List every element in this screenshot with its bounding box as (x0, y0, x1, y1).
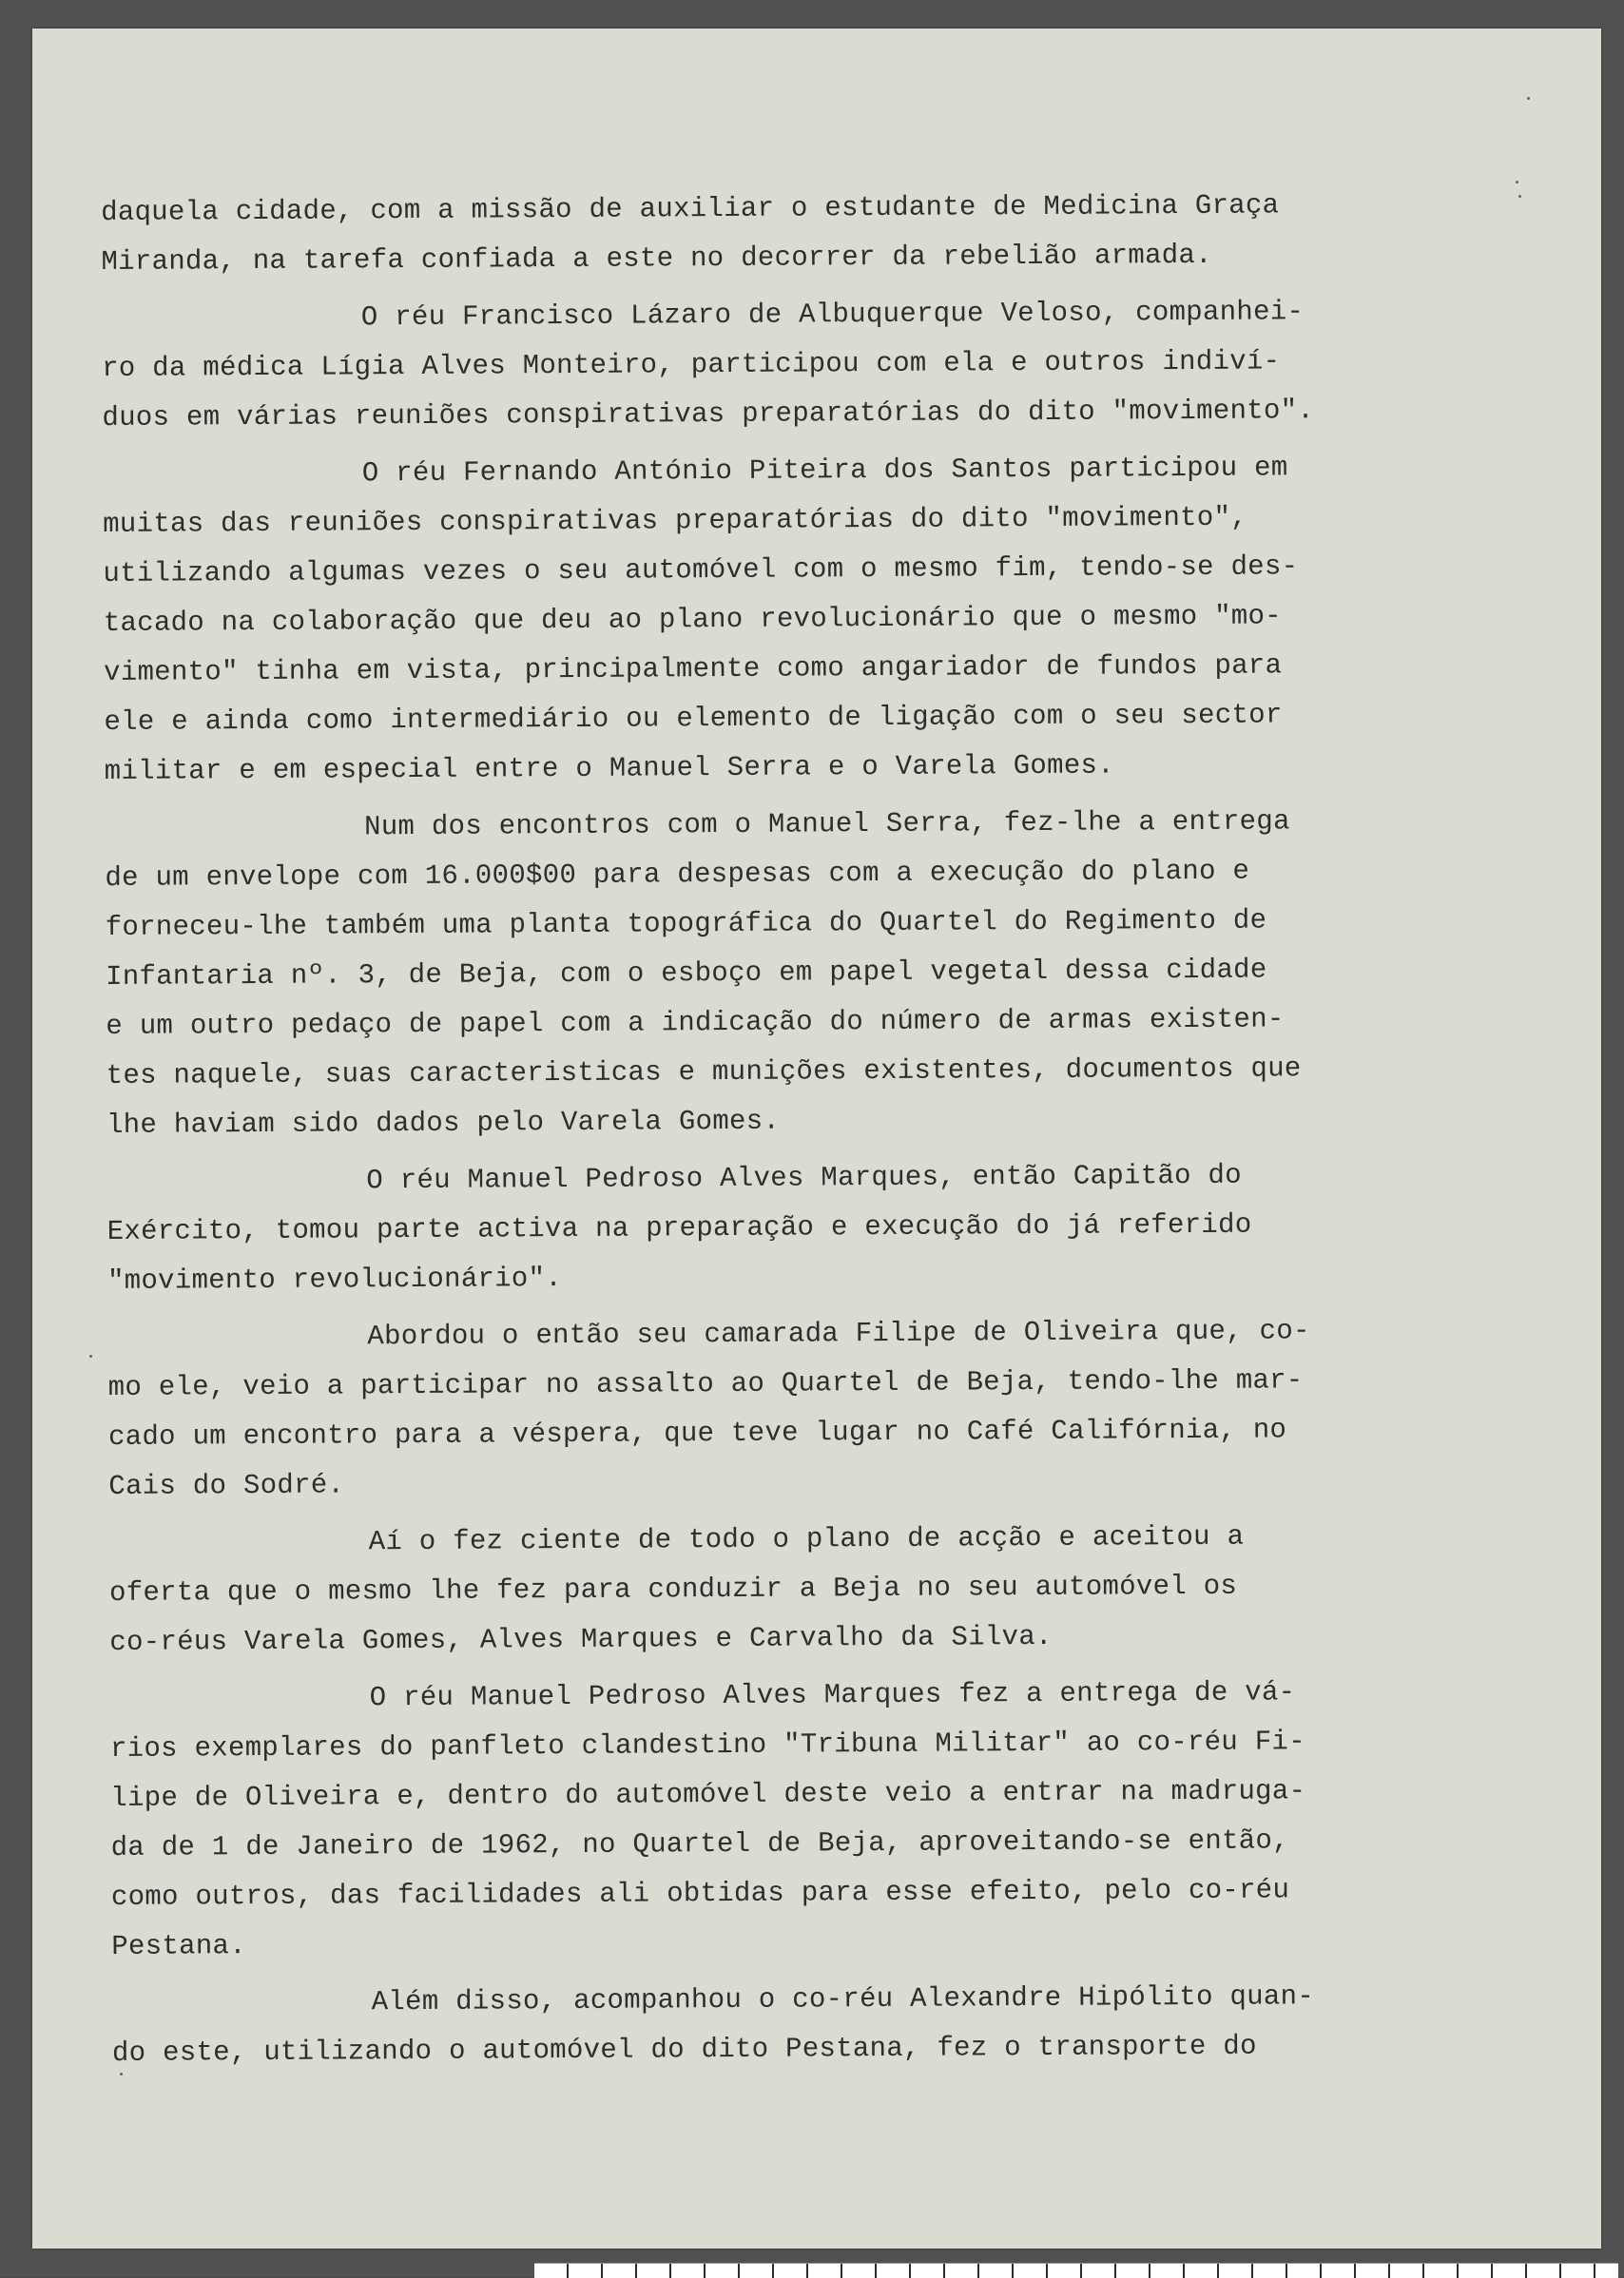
paper-speck (89, 1355, 92, 1358)
typewritten-text (101, 181, 1405, 2086)
text-line: Pestana. (111, 1930, 247, 1962)
paper-speck (1518, 195, 1521, 198)
text-line: oferta que o mesmo lhe fez para conduzir a Beja no seu automóvel os (108, 1570, 1238, 1609)
text-line: vimento" tinha em vista, principalmente como angariador de fundos para (104, 649, 1283, 688)
text-line: forneceu-lhe também uma planta topográfica do Quartel do Regimento de (105, 904, 1267, 943)
paper-speck (1527, 97, 1530, 100)
paragraph (112, 1972, 1406, 2078)
text-line: O réu Francisco Lázaro de Albuquerque Veloso, companhei- (360, 296, 1305, 334)
text-line: utilizando algumas vezes o seu automóvel com o mesmo fim, tendo-se des- (103, 550, 1299, 589)
text-line: militar e em especial entre o Manuel Serra e o Varela Gomes. (104, 749, 1115, 787)
paragraph (101, 181, 1395, 287)
text-line: O réu Fernando António Piteira dos Santos participou em (361, 452, 1288, 490)
text-line: lhe haviam sido dados pelo Varela Gomes. (106, 1105, 781, 1141)
text-line: rios exemplares do panfleto clandestino "Tribuna Militar" ao co-réu Fi- (109, 1726, 1306, 1765)
text-line: do este, utilizando o automóvel do dito Pestana, fez o transporte do (111, 2030, 1257, 2069)
text-line: como outros, das facilidades ali obtidas para esse efeito, pelo co-réu (110, 1874, 1290, 1913)
text-line: lipe de Oliveira e, dentro do automóvel deste veio a entrar na madruga- (110, 1775, 1306, 1814)
text-line: Miranda, na tarefa confiada a este no decorrer da rebelião armada. (101, 239, 1212, 278)
text-line: duos em várias reuniões conspirativas preparatórias do dito "movimento". (102, 395, 1315, 434)
text-line: Cais do Sodré. (108, 1469, 345, 1502)
text-line: de um envelope com 16.000$00 para despesas com a execução do plano e (105, 855, 1250, 894)
text-line: ro da médica Lígia Alves Monteiro, participou com ela e outros indiví- (102, 345, 1281, 384)
paragraph (105, 797, 1400, 1150)
text-line: ele e ainda como intermediário ou elemento de ligação com o seu sector (104, 699, 1283, 738)
paper-speck (1516, 181, 1518, 183)
text-line: O réu Manuel Pedroso Alves Marques fez a entrega de vá- (369, 1676, 1296, 1714)
paragraph (106, 1150, 1401, 1306)
text-line: "movimento revolucionário". (106, 1263, 563, 1297)
text-line: muitas das reuniões conspirativas preparatórias do dito "movimento", (103, 501, 1248, 540)
text-line: Aí o fez ciente de todo o plano de acção e aceitou a (368, 1520, 1245, 1558)
scale-ruler (534, 2263, 1618, 2278)
paragraph (103, 443, 1398, 797)
text-line: e um outro pedaço de papel com a indicação do número de armas existen- (106, 1003, 1285, 1042)
paragraph (107, 1306, 1402, 1512)
text-line: Infantaria nº. 3, de Beja, com o esboço em papel vegetal dessa cidade (105, 954, 1267, 993)
text-line: co-réus Varela Gomes, Alves Marques e Carvalho da Silva. (109, 1620, 1053, 1658)
document-page (32, 29, 1601, 2249)
text-line: Além disso, acompanhou o co-réu Alexandre Hipólito quan- (371, 1980, 1315, 2018)
paragraph (110, 1668, 1405, 1972)
text-line: Exército, tomou parte activa na preparação e execução do já referido (106, 1208, 1252, 1247)
text-line: O réu Manuel Pedroso Alves Marques, então Capitão do (366, 1159, 1243, 1197)
text-line: cado um encontro para a véspera, que teve lugar no Café Califórnia, no (107, 1414, 1287, 1453)
text-line: Num dos encontros com o Manuel Serra, fez-lhe a entrega (364, 805, 1290, 843)
text-line: tes naquele, suas caracteristicas e munições existentes, documentos que (106, 1052, 1302, 1091)
paragraph (102, 287, 1396, 443)
text-line: da de 1 de Janeiro de 1962, no Quartel de Beja, aproveitando-se então, (110, 1824, 1289, 1863)
text-line: daquela cidade, com a missão de auxiliar o estudante de Medicina Graça (101, 189, 1280, 228)
text-line: Abordou o então seu camarada Filipe de Oliveira que, co- (367, 1315, 1310, 1353)
text-line: tacado na colaboração que deu ao plano revolucionário que o mesmo "mo- (103, 600, 1283, 639)
text-line: mo ele, veio a participar no assalto ao Quartel de Beja, tendo-lhe mar- (107, 1364, 1304, 1403)
paragraph (109, 1512, 1403, 1668)
